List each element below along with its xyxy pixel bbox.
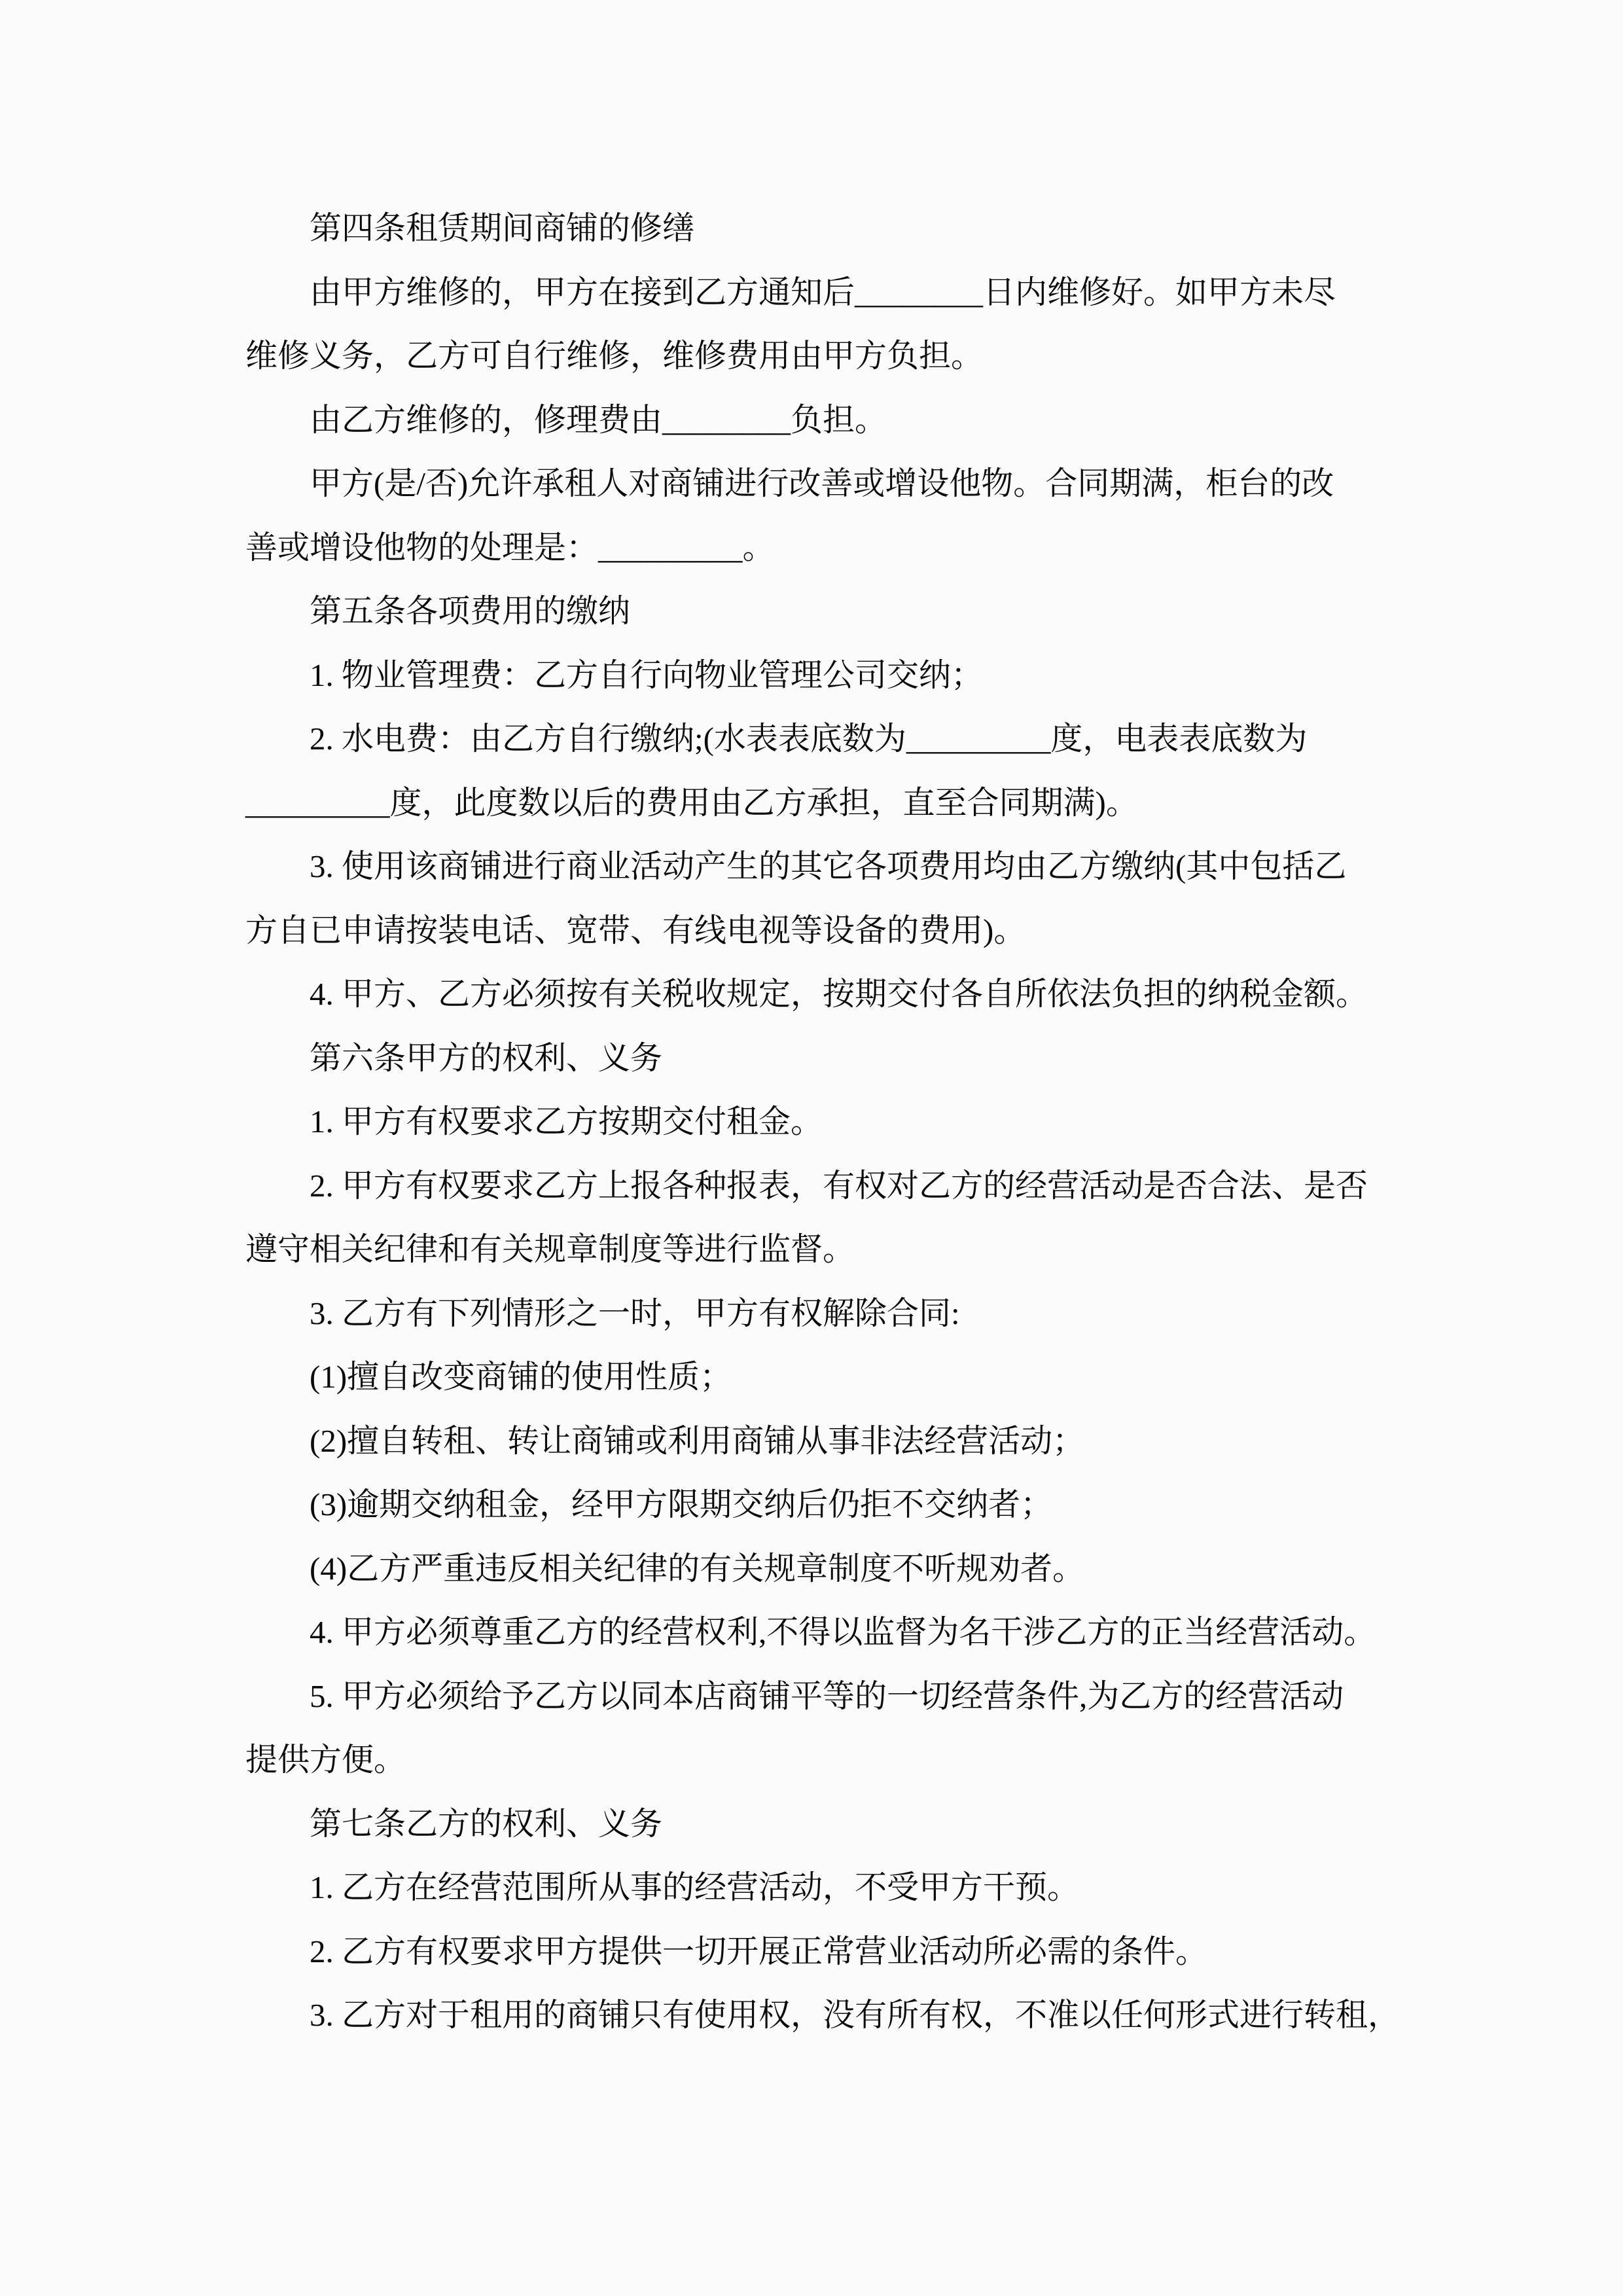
contract-text-line: 第七条乙方的权利、义务 xyxy=(310,1805,663,1842)
contract-text-line: 1. 乙方在经营范围所从事的经营活动，不受甲方干预。 xyxy=(310,1869,1080,1905)
contract-text-line: 遵守相关纪律和有关规章制度等进行监督。 xyxy=(245,1231,855,1267)
contract-text-line: (1)擅自改变商铺的使用性质； xyxy=(310,1359,732,1395)
contract-text-line: 甲方(是/否)允许承租人对商铺进行改善或增设他物。合同期满，柜台的改 xyxy=(310,465,1334,501)
contract-text-line: 4. 甲方、乙方必须按有关税收规定，按期交付各自所依法负担的纳税金额。 xyxy=(310,976,1368,1012)
contract-text-line: 第四条租赁期间商铺的修缮 xyxy=(310,210,695,246)
contract-text-line: 2. 甲方有权要求乙方上报各种报表，有权对乙方的经营活动是否合法、是否 xyxy=(310,1167,1368,1204)
contract-text-line: 3. 乙方对于租用的商铺只有使用权，没有所有权，不准以任何形式进行转租， xyxy=(310,1997,1400,2033)
contract-text-line: 第六条甲方的权利、义务 xyxy=(310,1039,663,1076)
contract-text-line: (3)逾期交纳租金，经甲方限期交纳后仍拒不交纳者； xyxy=(310,1486,1053,1522)
contract-text-line: (4)乙方严重违反相关纪律的有关规章制度不听规劝者。 xyxy=(310,1550,1085,1587)
contract-text-line: 2. 水电费：由乙方自行缴纳;(水表表底数为_________度，电表表底数为 xyxy=(310,721,1308,757)
contract-text-line: 5. 甲方必须给予乙方以同本店商铺平等的一切经营条件,为乙方的经营活动 xyxy=(310,1677,1344,1714)
contract-text-line: 方自已申请按装电话、宽带、有线电视等设备的费用)。 xyxy=(245,912,1026,948)
contract-text-line: 提供方便。 xyxy=(245,1742,406,1778)
contract-text-line: 1. 甲方有权要求乙方按期交付租金。 xyxy=(310,1103,823,1139)
contract-text-line: 善或增设他物的处理是：_________。 xyxy=(245,529,775,565)
contract-text-line: 4. 甲方必须尊重乙方的经营权利,不得以监督为名干涉乙方的正当经营活动。 xyxy=(310,1614,1376,1650)
contract-text-line: 2. 乙方有权要求甲方提供一切开展正常营业活动所必需的条件。 xyxy=(310,1933,1208,1969)
contract-body-text xyxy=(245,196,1400,2047)
contract-text-line: 由乙方维修的，修理费由________负担。 xyxy=(310,401,887,438)
contract-text-line: 3. 乙方有下列情形之一时，甲方有权解除合同: xyxy=(310,1295,960,1331)
contract-text-line: 3. 使用该商铺进行商业活动产生的其它各项费用均由乙方缴纳(其中包括乙 xyxy=(310,848,1347,884)
contract-text-line: 维修义务，乙方可自行维修，维修费用由甲方负担。 xyxy=(245,338,984,374)
contract-text-line: 第五条各项费用的缴纳 xyxy=(310,593,631,629)
contract-text-line: _________度，此度数以后的费用由乙方承担，直至合同期满)。 xyxy=(245,784,1138,821)
contract-text-line: 由甲方维修的，甲方在接到乙方通知后________日内维修好。如甲方未尽 xyxy=(310,274,1336,310)
contract-text-line: 1. 物业管理费：乙方自行向物业管理公司交纳； xyxy=(310,656,984,693)
contract-text-line: (2)擅自转租、转让商铺或利用商铺从事非法经营活动； xyxy=(310,1422,1085,1459)
